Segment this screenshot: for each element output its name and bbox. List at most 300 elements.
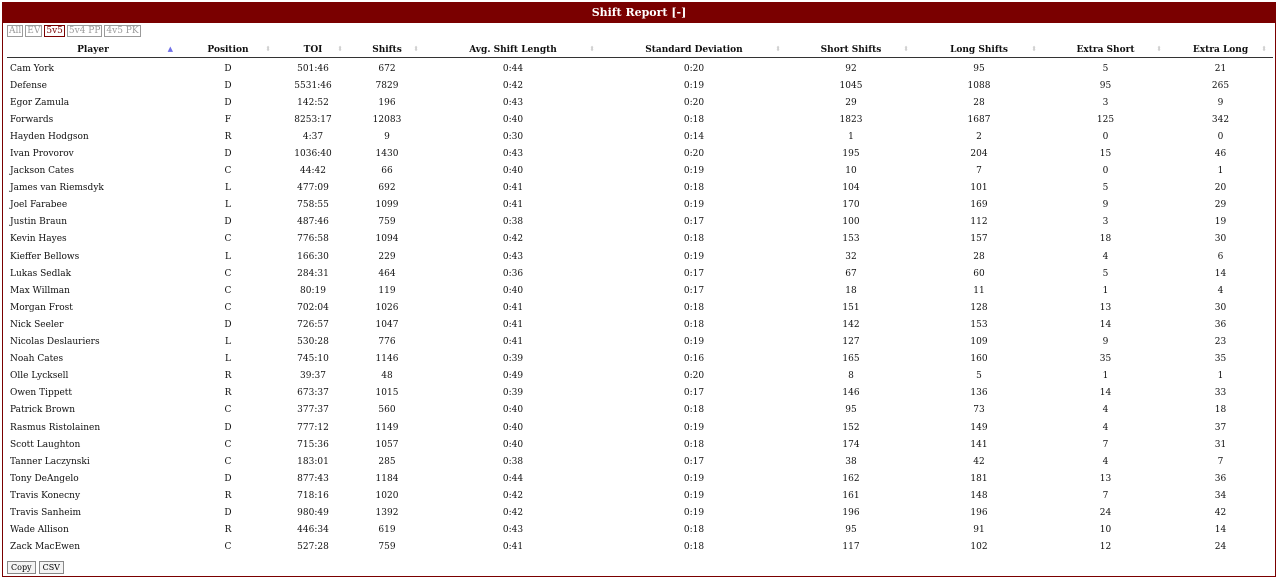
table-row — [7, 351, 1273, 368]
cell-standard-deviation: 0:17 — [683, 456, 705, 467]
cell-standard-deviation: 0:14 — [683, 131, 705, 142]
cell-position: L — [225, 354, 231, 365]
cell-extra-short: 9 — [1102, 200, 1109, 211]
cell-avg-shift-length: 0:42 — [502, 490, 524, 501]
cell-extra-short: 14 — [1099, 319, 1112, 330]
cell-player: Ivan Provorov — [10, 149, 74, 160]
cell-toi: 980:49 — [297, 507, 329, 518]
column-header-standard-deviation[interactable] — [601, 42, 787, 58]
cell-shifts: 48 — [381, 371, 393, 382]
table-row — [7, 385, 1273, 402]
column-header-short-shifts[interactable] — [787, 42, 915, 58]
cell-player: Justin Braun — [10, 217, 68, 228]
cell-extra-short: 12 — [1099, 542, 1112, 553]
cell-standard-deviation: 0:18 — [683, 114, 705, 125]
cell-position: C — [224, 405, 232, 416]
cell-short-shifts: 8 — [848, 371, 854, 382]
cell-standard-deviation: 0:18 — [683, 542, 705, 553]
cell-extra-short: 0 — [1102, 131, 1109, 142]
sort-ascending-icon: ▲ — [167, 44, 173, 53]
column-header-label: Shifts — [372, 44, 402, 55]
cell-standard-deviation: 0:18 — [683, 302, 705, 313]
cell-short-shifts: 29 — [845, 97, 857, 108]
column-header-label: Standard Deviation — [645, 44, 743, 55]
cell-long-shifts: 157 — [970, 234, 988, 245]
sort-icon: ⬍ — [413, 44, 419, 53]
cell-player: Owen Tippett — [10, 388, 73, 399]
cell-shifts: 1430 — [375, 149, 399, 160]
cell-short-shifts: 117 — [842, 542, 860, 553]
cell-short-shifts: 1823 — [839, 114, 863, 125]
cell-toi: 166:30 — [297, 251, 329, 262]
cell-shifts: 692 — [378, 183, 396, 194]
table-row — [7, 470, 1273, 487]
cell-shifts: 66 — [381, 166, 393, 177]
table-row — [7, 94, 1273, 111]
cell-avg-shift-length: 0:42 — [502, 80, 524, 91]
cell-shifts: 619 — [378, 525, 396, 536]
filter-5v5[interactable]: 5v5 — [46, 26, 63, 36]
cell-toi: 44:42 — [300, 166, 326, 177]
cell-long-shifts: 5 — [976, 371, 982, 382]
cell-standard-deviation: 0:19 — [683, 507, 705, 518]
cell-toi: 718:16 — [297, 490, 329, 501]
cell-toi: 284:31 — [297, 268, 329, 279]
cell-extra-short: 4 — [1102, 251, 1109, 262]
column-header-label: TOI — [303, 44, 323, 55]
cell-extra-long: 18 — [1214, 405, 1227, 416]
cell-short-shifts: 38 — [845, 456, 857, 467]
table-row — [7, 197, 1273, 214]
cell-position: D — [224, 319, 232, 330]
cell-player: Egor Zamula — [10, 97, 70, 108]
cell-position: D — [224, 507, 232, 518]
cell-short-shifts: 146 — [842, 388, 860, 399]
cell-shifts: 1047 — [375, 319, 399, 330]
cell-shifts: 1184 — [375, 473, 399, 484]
table-row — [7, 282, 1273, 299]
cell-player: Nicolas Deslauriers — [10, 337, 100, 348]
table-body — [7, 58, 1273, 556]
cell-toi: 726:57 — [297, 319, 329, 330]
cell-short-shifts: 104 — [842, 183, 860, 194]
cell-toi: 702:04 — [297, 302, 329, 313]
cell-toi: 1036:40 — [294, 149, 332, 160]
cell-shifts: 1026 — [375, 302, 399, 313]
cell-extra-long: 36 — [1214, 319, 1227, 330]
cell-standard-deviation: 0:20 — [683, 149, 705, 160]
cell-avg-shift-length: 0:36 — [502, 268, 524, 279]
cell-short-shifts: 1 — [848, 131, 854, 142]
cell-extra-long: 7 — [1217, 456, 1224, 467]
cell-extra-long: 29 — [1214, 200, 1227, 211]
column-header-position[interactable] — [179, 42, 277, 58]
cell-toi: 487:46 — [297, 217, 329, 228]
cell-position: C — [224, 285, 232, 296]
cell-extra-long: 9 — [1217, 97, 1224, 108]
cell-standard-deviation: 0:17 — [683, 285, 705, 296]
cell-player: Defense — [10, 80, 47, 91]
cell-short-shifts: 142 — [842, 319, 860, 330]
cell-position: F — [224, 114, 232, 125]
cell-standard-deviation: 0:16 — [683, 354, 705, 365]
cell-toi: 745:10 — [297, 354, 329, 365]
cell-long-shifts: 73 — [973, 405, 985, 416]
cell-shifts: 1099 — [375, 200, 399, 211]
cell-player: Nick Seeler — [10, 319, 64, 330]
cell-position: C — [224, 302, 232, 313]
cell-avg-shift-length: 0:43 — [502, 97, 524, 108]
cell-extra-short: 5 — [1102, 268, 1109, 279]
cell-toi: 776:58 — [297, 234, 329, 245]
cell-long-shifts: 95 — [973, 63, 985, 74]
table-row — [7, 316, 1273, 333]
cell-position: C — [224, 234, 232, 245]
cell-position: D — [224, 97, 232, 108]
cell-position: L — [225, 337, 231, 348]
cell-standard-deviation: 0:17 — [683, 268, 705, 279]
column-header-label: Avg. Shift Length — [469, 44, 557, 55]
cell-standard-deviation: 0:19 — [683, 80, 705, 91]
cell-extra-long: 1 — [1217, 371, 1224, 382]
cell-short-shifts: 170 — [842, 200, 860, 211]
cell-toi: 527:28 — [297, 542, 329, 553]
cell-position: L — [225, 200, 231, 211]
cell-standard-deviation: 0:19 — [683, 490, 705, 501]
cell-short-shifts: 195 — [842, 149, 860, 160]
table-row — [7, 436, 1273, 453]
cell-long-shifts: 112 — [970, 217, 988, 228]
cell-toi: 4:37 — [302, 131, 324, 142]
cell-toi: 501:46 — [297, 63, 329, 74]
sort-icon: ⬍ — [903, 44, 909, 53]
filter-ev[interactable]: EV — [27, 26, 41, 36]
cell-extra-long: 24 — [1214, 542, 1227, 553]
filter-5v4-pp[interactable]: 5v4 PP — [68, 26, 101, 36]
cell-extra-long: 6 — [1217, 251, 1224, 262]
export-buttons — [7, 561, 64, 574]
table-row — [7, 299, 1273, 316]
cell-player: Jackson Cates — [10, 166, 74, 177]
cell-extra-short: 13 — [1099, 473, 1112, 484]
column-header-player[interactable] — [7, 42, 179, 58]
cell-standard-deviation: 0:17 — [683, 217, 705, 228]
table-row — [7, 180, 1273, 197]
cell-short-shifts: 95 — [845, 405, 857, 416]
cell-long-shifts: 101 — [970, 183, 988, 194]
cell-shifts: 776 — [378, 337, 396, 348]
table-row — [7, 539, 1273, 556]
cell-short-shifts: 10 — [845, 166, 857, 177]
cell-long-shifts: 91 — [973, 525, 985, 536]
table-row — [7, 145, 1273, 162]
cell-extra-short: 18 — [1099, 234, 1112, 245]
cell-extra-long: 37 — [1214, 422, 1227, 433]
cell-avg-shift-length: 0:41 — [502, 337, 524, 348]
cell-short-shifts: 92 — [845, 63, 857, 74]
column-header-extra-short[interactable] — [1043, 42, 1168, 58]
cell-avg-shift-length: 0:43 — [502, 251, 524, 262]
table-row — [7, 419, 1273, 436]
cell-player: Max Willman — [10, 285, 70, 296]
cell-extra-long: 21 — [1214, 63, 1227, 74]
cell-long-shifts: 136 — [970, 388, 988, 399]
column-header-long-shifts[interactable] — [915, 42, 1043, 58]
cell-short-shifts: 161 — [842, 490, 860, 501]
cell-long-shifts: 160 — [970, 354, 988, 365]
panel-title[interactable]: Shift Report [-] — [3, 3, 1275, 23]
cell-long-shifts: 181 — [970, 473, 988, 484]
cell-avg-shift-length: 0:40 — [502, 285, 524, 296]
cell-avg-shift-length: 0:38 — [502, 217, 524, 228]
shift-report-table — [7, 42, 1273, 556]
cell-avg-shift-length: 0:41 — [502, 302, 524, 313]
cell-avg-shift-length: 0:39 — [502, 388, 524, 399]
cell-player: James van Riemsdyk — [10, 183, 104, 194]
cell-extra-long: 36 — [1214, 473, 1227, 484]
cell-toi: 5531:46 — [294, 80, 332, 91]
cell-toi: 183:01 — [297, 456, 329, 467]
cell-player: Tony DeAngelo — [10, 473, 79, 484]
cell-shifts: 464 — [378, 268, 396, 279]
cell-shifts: 196 — [378, 97, 396, 108]
cell-extra-short: 10 — [1099, 525, 1112, 536]
cell-avg-shift-length: 0:40 — [502, 439, 524, 450]
cell-extra-short: 125 — [1096, 114, 1115, 125]
table-row — [7, 77, 1273, 94]
cell-shifts: 759 — [378, 217, 396, 228]
cell-player: Kieffer Bellows — [10, 251, 80, 262]
cell-toi: 446:34 — [297, 525, 329, 536]
table-row — [7, 58, 1273, 78]
cell-avg-shift-length: 0:49 — [502, 371, 524, 382]
cell-extra-long: 31 — [1214, 439, 1227, 450]
cell-extra-short: 5 — [1102, 183, 1109, 194]
cell-shifts: 119 — [378, 285, 396, 296]
cell-extra-short: 24 — [1099, 507, 1112, 518]
cell-standard-deviation: 0:19 — [683, 422, 705, 433]
copy-button[interactable]: Copy — [7, 561, 36, 574]
cell-short-shifts: 152 — [842, 422, 860, 433]
cell-short-shifts: 162 — [842, 473, 860, 484]
sort-icon: ⬍ — [589, 44, 595, 53]
cell-standard-deviation: 0:18 — [683, 439, 705, 450]
cell-long-shifts: 28 — [973, 97, 985, 108]
cell-avg-shift-length: 0:43 — [502, 525, 524, 536]
cell-extra-long: 23 — [1214, 337, 1227, 348]
cell-position: D — [224, 149, 232, 160]
cell-shifts: 229 — [378, 251, 396, 262]
cell-avg-shift-length: 0:44 — [502, 63, 524, 74]
cell-extra-long: 42 — [1214, 507, 1227, 518]
cell-player: Tanner Laczynski — [10, 456, 90, 467]
cell-extra-short: 5 — [1102, 63, 1109, 74]
cell-position: R — [224, 490, 232, 501]
cell-extra-short: 7 — [1102, 439, 1109, 450]
cell-long-shifts: 28 — [973, 251, 985, 262]
cell-short-shifts: 165 — [842, 354, 860, 365]
cell-position: L — [225, 183, 231, 194]
cell-position: D — [224, 63, 232, 74]
cell-toi: 142:52 — [297, 97, 329, 108]
cell-short-shifts: 95 — [845, 525, 857, 536]
cell-avg-shift-length: 0:41 — [502, 200, 524, 211]
cell-avg-shift-length: 0:40 — [502, 405, 524, 416]
table-header — [7, 42, 1273, 58]
cell-extra-long: 14 — [1214, 525, 1227, 536]
cell-toi: 777:12 — [297, 422, 329, 433]
cell-avg-shift-length: 0:43 — [502, 149, 524, 160]
cell-shifts: 1146 — [375, 354, 399, 365]
cell-extra-short: 0 — [1102, 166, 1109, 177]
cell-extra-short: 9 — [1102, 337, 1109, 348]
cell-shifts: 1020 — [375, 490, 399, 501]
cell-position: C — [224, 439, 232, 450]
cell-extra-short: 1 — [1102, 371, 1109, 382]
cell-extra-short: 3 — [1102, 97, 1109, 108]
cell-player: Cam York — [10, 63, 54, 74]
cell-position: C — [224, 456, 232, 467]
cell-avg-shift-length: 0:42 — [502, 234, 524, 245]
cell-extra-long: 35 — [1214, 354, 1227, 365]
sort-icon: ⬍ — [775, 44, 781, 53]
cell-long-shifts: 128 — [970, 302, 988, 313]
cell-extra-short: 3 — [1102, 217, 1109, 228]
cell-extra-long: 342 — [1211, 114, 1230, 125]
cell-position: D — [224, 422, 232, 433]
table-row — [7, 128, 1273, 145]
column-header-label: Long Shifts — [950, 44, 1008, 55]
table-row — [7, 368, 1273, 385]
cell-extra-short: 4 — [1102, 405, 1109, 416]
cell-toi: 758:55 — [297, 200, 329, 211]
cell-avg-shift-length: 0:30 — [502, 131, 524, 142]
cell-extra-short: 4 — [1102, 422, 1109, 433]
cell-shifts: 1149 — [375, 422, 399, 433]
cell-long-shifts: 196 — [970, 507, 988, 518]
csv-button[interactable]: CSV — [39, 561, 64, 574]
cell-position: C — [224, 166, 232, 177]
cell-extra-short: 1 — [1102, 285, 1109, 296]
cell-player: Travis Konecny — [10, 490, 81, 501]
cell-player: Noah Cates — [10, 354, 64, 365]
cell-player: Scott Laughton — [10, 439, 81, 450]
column-header-label: Short Shifts — [820, 44, 882, 55]
cell-extra-long: 20 — [1214, 183, 1227, 194]
cell-position: C — [224, 542, 232, 553]
cell-standard-deviation: 0:18 — [683, 525, 705, 536]
table-row — [7, 214, 1273, 231]
cell-avg-shift-length: 0:40 — [502, 114, 524, 125]
table-row — [7, 334, 1273, 351]
table-row — [7, 522, 1273, 539]
cell-standard-deviation: 0:19 — [683, 473, 705, 484]
cell-short-shifts: 174 — [842, 439, 860, 450]
table-row — [7, 163, 1273, 180]
shift-report-panel — [2, 2, 1276, 577]
cell-avg-shift-length: 0:39 — [502, 354, 524, 365]
column-header-avg-shift-length[interactable] — [425, 42, 601, 58]
cell-toi: 477:09 — [297, 183, 329, 194]
table-row — [7, 453, 1273, 470]
cell-toi: 377:37 — [297, 405, 329, 416]
cell-avg-shift-length: 0:44 — [502, 473, 524, 484]
cell-short-shifts: 32 — [845, 251, 857, 262]
cell-standard-deviation: 0:18 — [683, 183, 705, 194]
cell-extra-short: 4 — [1102, 456, 1109, 467]
cell-avg-shift-length: 0:40 — [502, 166, 524, 177]
cell-standard-deviation: 0:18 — [683, 405, 705, 416]
cell-standard-deviation: 0:20 — [683, 97, 705, 108]
cell-long-shifts: 1088 — [967, 80, 991, 91]
cell-short-shifts: 127 — [842, 337, 860, 348]
cell-standard-deviation: 0:18 — [683, 319, 705, 330]
column-header-toi[interactable] — [277, 42, 349, 58]
cell-position: C — [224, 268, 232, 279]
cell-position: D — [224, 473, 232, 484]
sort-icon: ⬍ — [337, 44, 343, 53]
cell-extra-long: 46 — [1214, 149, 1227, 160]
cell-player: Forwards — [10, 114, 54, 125]
cell-shifts: 9 — [384, 131, 390, 142]
cell-short-shifts: 18 — [845, 285, 857, 296]
cell-position: R — [224, 388, 232, 399]
cell-player: Hayden Hodgson — [10, 131, 89, 142]
column-header-shifts[interactable] — [349, 42, 425, 58]
cell-shifts: 285 — [378, 456, 396, 467]
cell-toi: 39:37 — [300, 371, 326, 382]
cell-shifts: 12083 — [372, 114, 402, 125]
cell-player: Travis Sanheim — [10, 507, 81, 518]
cell-position: D — [224, 80, 232, 91]
sort-icon: ⬍ — [265, 44, 271, 53]
cell-standard-deviation: 0:20 — [683, 371, 705, 382]
cell-long-shifts: 102 — [970, 542, 988, 553]
cell-standard-deviation: 0:19 — [683, 200, 705, 211]
cell-player: Wade Allison — [10, 525, 69, 536]
cell-short-shifts: 67 — [845, 268, 857, 279]
cell-player: Rasmus Ristolainen — [10, 422, 101, 433]
column-header-label: Player — [77, 44, 109, 55]
cell-player: Kevin Hayes — [10, 234, 67, 245]
cell-avg-shift-length: 0:42 — [502, 507, 524, 518]
cell-long-shifts: 149 — [970, 422, 988, 433]
cell-standard-deviation: 0:18 — [683, 234, 705, 245]
cell-standard-deviation: 0:19 — [683, 337, 705, 348]
table-row — [7, 504, 1273, 521]
column-header-extra-long[interactable] — [1168, 42, 1273, 58]
cell-toi: 80:19 — [300, 285, 326, 296]
cell-player: Joel Farabee — [10, 200, 68, 211]
cell-extra-short: 95 — [1099, 80, 1112, 91]
cell-player: Morgan Frost — [10, 302, 73, 313]
cell-shifts: 1392 — [375, 507, 399, 518]
cell-shifts: 672 — [378, 63, 396, 74]
cell-extra-long: 14 — [1214, 268, 1227, 279]
cell-long-shifts: 148 — [970, 490, 988, 501]
table-row — [7, 248, 1273, 265]
cell-extra-long: 265 — [1211, 80, 1230, 91]
filter-all[interactable]: All — [9, 26, 22, 36]
cell-shifts: 1057 — [375, 439, 399, 450]
cell-long-shifts: 1687 — [967, 114, 991, 125]
cell-extra-long: 34 — [1214, 490, 1227, 501]
cell-long-shifts: 7 — [976, 166, 982, 177]
filter-4v5-pk[interactable]: 4v5 PK — [106, 26, 139, 36]
cell-toi: 877:43 — [297, 473, 329, 484]
cell-extra-long: 1 — [1217, 166, 1224, 177]
sort-icon: ⬍ — [1261, 44, 1267, 53]
